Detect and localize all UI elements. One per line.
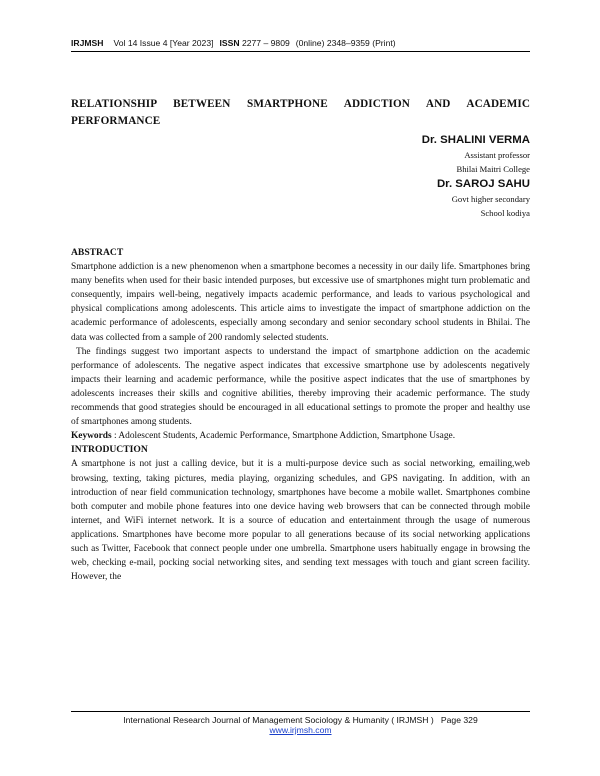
abstract-paragraph-1: Smartphone addiction is a new phenomenon when a smartphone becomes a necessity in our daily life. Smartphones bring many benefits when used for their basic intended purposes, but excessive use of smartphones might turn problematic and consequently, impairs well-being, negatively impacts academic performance, and leads to various psychological and physical complications among adolescents. This article aims to investigate the impact of smartphone addiction on the academic performance of adolescents, especially among secondary and senior secondary school students in Bhilai. The data was collected from a sample of 200 randomly selected students.: [71, 262, 530, 343]
page-footer: [71, 715, 530, 735]
author-1-affiliation: Bhilai Maitri College: [456, 164, 530, 174]
author-2-affiliation: School kodiya: [480, 208, 530, 218]
footer-rule: [71, 711, 530, 712]
author-1-position: Assistant professor: [464, 150, 530, 160]
introduction-paragraph-1: A smartphone is not just a calling device, but it is a multi-purpose device such as social networking, emailing,web browsing, texting, taking pictures, media playing, organizing schedules, and GPS navigating. In addition, with an introduction of near field communication technology, smartphones have become a mobile wallet. Smartphones combine both computer and mobile phone features into one device having web browsers that can be connected through mobile internet, and WiFi internet network. It is a source of education and entertainment through the usage of numerous applications. Smartphones have become more popular to all generations because of its social networking applications such as Twitter, Facebook that connect people under one umbrella. Smartphone users habitually engage in browsing the web, checking e-mail, pocking social networking sites, and sending text messages with touch and giant screen facility. However, the: [71, 459, 530, 583]
running-header: [71, 38, 396, 48]
author-1-name: Dr. SHALINI VERMA: [421, 134, 530, 146]
author-2-name: Dr. SAROJ SAHU: [436, 178, 530, 190]
keywords-line: [71, 429, 530, 443]
page-number: Page 329: [440, 715, 478, 725]
header-rule: [71, 51, 530, 52]
keywords-text: : Adolescent Students, Academic Performance, Smartphone Addiction, Smartphone Usage.: [111, 431, 456, 442]
journal-website-link[interactable]: www.irjmsh.com: [269, 725, 332, 735]
issn-label: ISSN: [219, 38, 240, 48]
journal-abbrev: IRJMSH: [71, 38, 104, 48]
introduction-heading: INTRODUCTION: [71, 444, 148, 456]
abstract-heading: ABSTRACT: [71, 247, 124, 258]
paper-title: RELATIONSHIP BETWEEN SMARTPHONE ADDICTION AND ACADEMIC PERFORMANCE: [71, 98, 530, 127]
online-print-issn: (0nline) 2348–9359 (Print): [295, 38, 396, 48]
footer-journal-name: International Research Journal of Management Sociology & Humanity ( IRJMSH ): [123, 715, 434, 725]
keywords-label: Keywords: [71, 431, 112, 442]
author-2-position: Govt higher secondary: [451, 194, 530, 204]
author-block: [422, 132, 530, 220]
abstract-section: [71, 246, 533, 584]
issn-number: 2277 – 9809: [241, 38, 290, 48]
volume-info: Vol 14 Issue 4 [Year 2023]: [113, 38, 214, 48]
abstract-paragraph-2: The findings suggest two important aspects to understand the impact of smartphone addiction on the academic performance of adolescents. The negative aspect indicates that excessive smartphone use by adolescents negatively impacts their learning and academic performance, while the positive aspect indicates that the use of smartphones by adolescents increases their skills and cognitive abilities, thereby improving their academic performance. The study recommends that good strategies should be encouraged in all educational settings to promote the proper and healthy use of smartphones among students.: [71, 346, 533, 428]
